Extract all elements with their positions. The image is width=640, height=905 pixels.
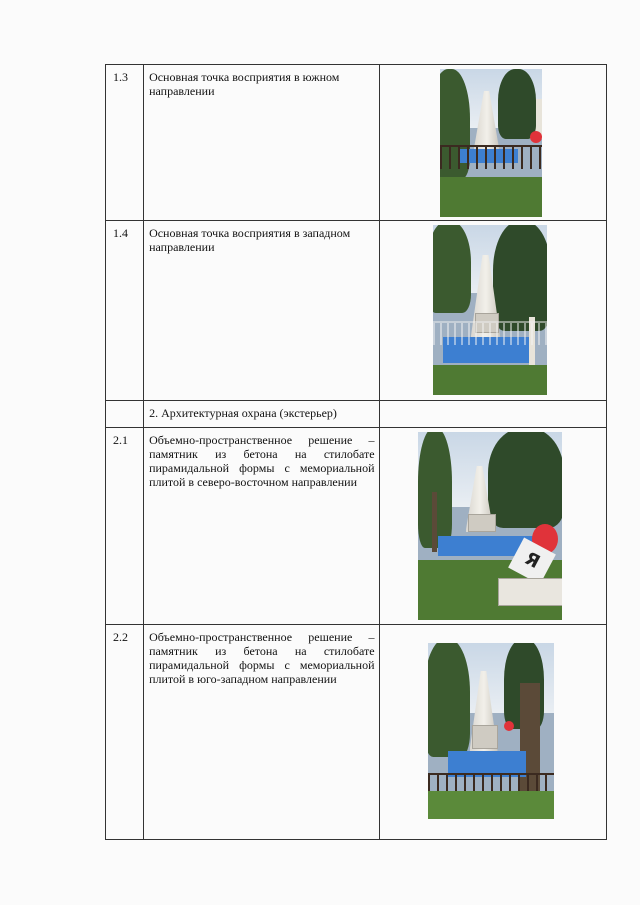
- monument-northeast-view-photo: [418, 432, 562, 620]
- row-number: 1.4: [113, 226, 128, 240]
- row-number-cell: [106, 221, 144, 401]
- row-photo-cell: [379, 625, 606, 840]
- row-description: Объемно-пространственное решение – памятник из бетона на стилобате пирамидальной формы с мемориальной плитой в северо-восточном направлении: [149, 433, 375, 489]
- row-description-cell: [144, 428, 379, 625]
- balloon-sign: Я: [508, 538, 556, 585]
- monument-south-view-photo: [440, 69, 542, 217]
- row-photo-cell: [379, 428, 606, 625]
- row-photo-cell: [379, 221, 606, 401]
- row-description: Объемно-пространственное решение – памятник из бетона на стилобате пирамидальной формы с мемориальной плитой в юго-западном направлении: [149, 630, 375, 686]
- table-row: [106, 428, 607, 625]
- row-description-cell: [144, 65, 379, 221]
- row-number-cell: [106, 65, 144, 221]
- row-number-cell: [106, 428, 144, 625]
- section-heading: 2. Архитектурная охрана (экстерьер): [149, 406, 337, 420]
- table-row: [106, 625, 607, 840]
- monument-documentation-table: [105, 64, 607, 840]
- row-number: [106, 401, 143, 406]
- monument-southwest-view-photo: [428, 643, 554, 819]
- row-description: Основная точка восприятия в западном направлении: [149, 226, 351, 254]
- row-number-cell: [106, 401, 144, 428]
- row-description-cell: [144, 625, 379, 840]
- monument-west-view-photo: [433, 225, 547, 395]
- table-row: [106, 65, 607, 221]
- row-number: 1.3: [113, 70, 128, 84]
- row-number: 2.1: [113, 433, 128, 447]
- row-number-cell: [106, 625, 144, 840]
- table-row: [106, 221, 607, 401]
- row-photo-cell: [379, 65, 606, 221]
- row-photo-cell: [379, 401, 606, 428]
- row-number: 2.2: [113, 630, 128, 644]
- row-description-cell: [144, 221, 379, 401]
- row-description: Основная точка восприятия в южном направлении: [149, 70, 340, 98]
- table-row: [106, 401, 607, 428]
- section-heading-cell: [144, 401, 379, 428]
